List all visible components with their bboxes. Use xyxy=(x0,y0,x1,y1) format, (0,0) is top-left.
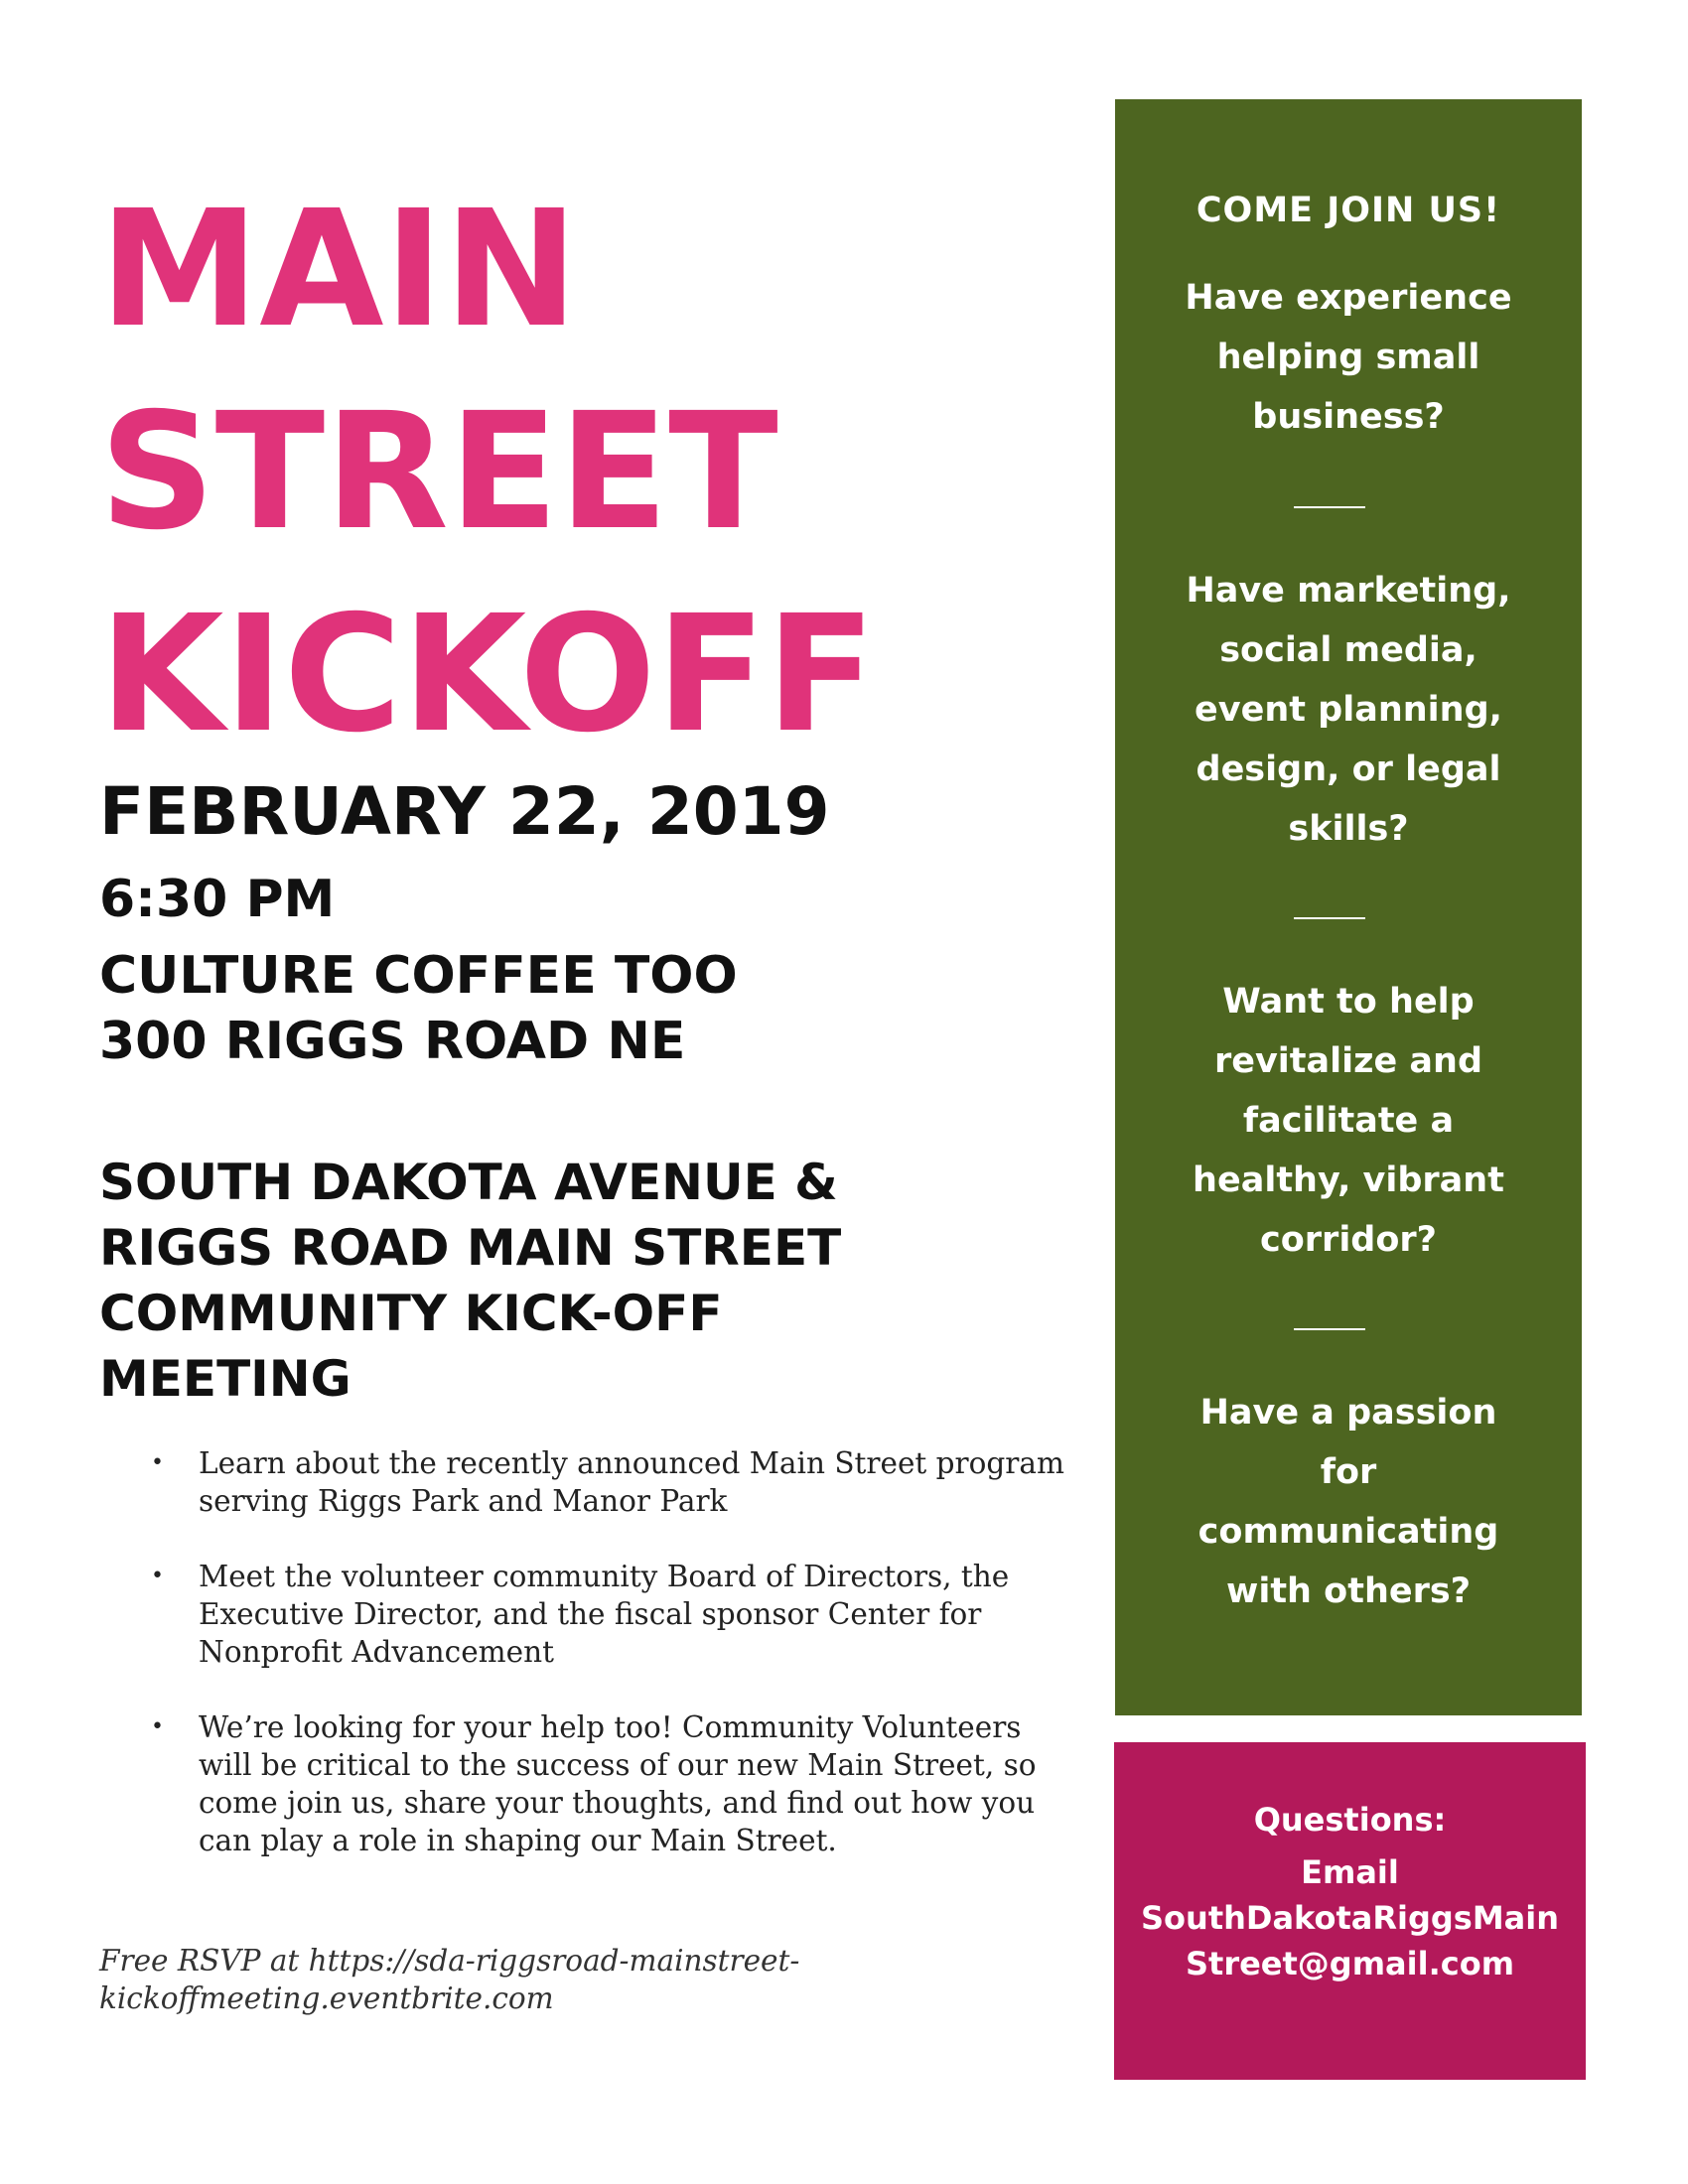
list-item xyxy=(147,1708,1080,1859)
event-venue xyxy=(99,943,738,1074)
question-line: Want to help xyxy=(1222,982,1475,1022)
title-line-kickoff: KICKOFF xyxy=(99,582,876,768)
question-line: helping small xyxy=(1216,338,1480,377)
divider xyxy=(1294,506,1365,508)
meeting-title-line: SOUTH DAKOTA AVENUE & xyxy=(99,1154,838,1211)
question-skills xyxy=(1115,561,1582,859)
main-title xyxy=(99,169,876,776)
venue-name: CULTURE COFFEE TOO xyxy=(99,946,738,1006)
list-item xyxy=(147,1558,1080,1671)
question-line: social media, xyxy=(1219,630,1477,670)
question-line: business? xyxy=(1252,397,1445,437)
contact-email xyxy=(1114,1849,1586,1986)
rsvp-link: kickoffmeeting.eventbrite.com xyxy=(99,1981,554,2015)
meeting-title xyxy=(99,1150,973,1412)
list-item-text: Meet the volunteer community Board of Directors, the Executive Director, and the fiscal sponsor Center for Nonprofit Advancement xyxy=(199,1560,1010,1669)
event-date: FEBRUARY 22, 2019 xyxy=(99,773,830,850)
divider xyxy=(1294,1328,1365,1330)
question-revitalize xyxy=(1115,972,1582,1270)
event-time: 6:30 PM xyxy=(99,870,336,929)
question-line: event planning, xyxy=(1195,690,1502,730)
bullet-icon: • xyxy=(151,1450,164,1475)
contact-label: Questions: xyxy=(1253,1801,1447,1839)
question-line: facilitate a xyxy=(1242,1101,1455,1141)
question-line: communicating xyxy=(1197,1512,1499,1552)
rsvp-line: Free RSVP at https://sda-riggsroad-mainstreet- xyxy=(99,1944,800,1978)
list-item-text: Learn about the recently announced Main Street program serving Riggs Park and Manor Park xyxy=(199,1446,1064,1518)
question-line: Have a passion xyxy=(1199,1393,1497,1433)
question-line: Have marketing, xyxy=(1186,571,1511,611)
question-line: healthy, vibrant xyxy=(1193,1160,1504,1200)
question-line: design, or legal xyxy=(1196,750,1501,789)
volunteer-panel xyxy=(1115,99,1582,1715)
email-address-part: Street@gmail.com xyxy=(1185,1945,1515,1982)
meeting-title-line: RIGGS ROAD MAIN STREET xyxy=(99,1219,842,1277)
title-line-street: STREET xyxy=(99,379,778,566)
question-line: for xyxy=(1320,1452,1377,1492)
question-line: Have experience xyxy=(1185,278,1512,318)
question-experience xyxy=(1115,268,1582,447)
meeting-title-line: COMMUNITY KICK-OFF xyxy=(99,1285,723,1342)
question-line: revitalize and xyxy=(1213,1041,1483,1081)
question-line: skills? xyxy=(1288,809,1409,849)
question-line: corridor? xyxy=(1260,1220,1437,1260)
list-item xyxy=(147,1444,1080,1520)
contact-panel xyxy=(1114,1742,1586,2080)
panel-heading: COME JOIN US! xyxy=(1196,191,1501,230)
bullet-icon: • xyxy=(151,1714,164,1739)
question-line: with others? xyxy=(1226,1571,1471,1611)
title-line-main: MAIN xyxy=(99,177,579,363)
meeting-title-line: MEETING xyxy=(99,1350,352,1408)
list-item-text: We’re looking for your help too! Community Volunteers will be critical to the success of our new Main Street, so come join us, share your thoughts, and find out how you can play a role in shaping our Main Street. xyxy=(199,1710,1037,1857)
question-communicating xyxy=(1115,1383,1582,1621)
email-address-part: SouthDakotaRiggsMain xyxy=(1141,1899,1559,1937)
bullet-icon: • xyxy=(151,1564,164,1588)
venue-address: 300 RIGGS ROAD NE xyxy=(99,1012,686,1071)
email-label: Email xyxy=(1301,1853,1399,1891)
divider xyxy=(1294,917,1365,919)
rsvp-note xyxy=(99,1942,874,2017)
agenda-list xyxy=(147,1444,1080,1897)
